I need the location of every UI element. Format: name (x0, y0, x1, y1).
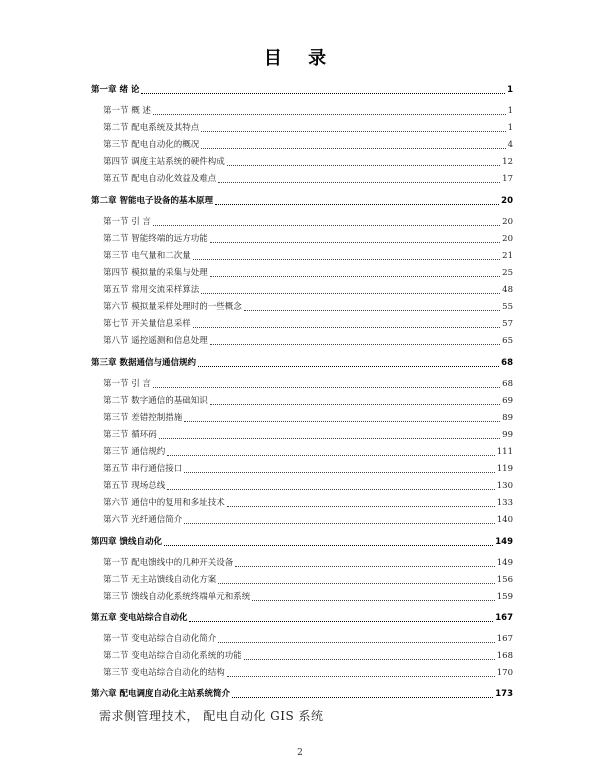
toc-dot-leader (218, 583, 495, 584)
toc-dot-leader (141, 93, 505, 94)
toc-entry-label: 第二节 智能终端的远方功能 (103, 234, 208, 244)
toc-section-entry (103, 171, 513, 185)
toc-dot-leader (201, 148, 505, 149)
toc-section-entry (103, 282, 513, 296)
toc-entry-page: 1 (507, 85, 513, 95)
toc-entry-label: 第三节 配电自动化的概况 (103, 140, 200, 150)
toc-entry-label: 第四节 调度主站系统的硬件构成 (103, 157, 225, 167)
toc-dot-leader (227, 165, 500, 166)
toc-entry-label: 第五节 现场总线 (103, 481, 166, 491)
toc-entry-page: 20 (501, 196, 513, 206)
toc-entry-page: 4 (507, 140, 513, 150)
toc-entry-page: 69 (502, 396, 513, 406)
toc-dot-leader (244, 310, 500, 311)
toc-section-entry (103, 495, 513, 509)
toc-section-entry (103, 393, 513, 407)
toc-section-entry (103, 648, 513, 662)
toc-entry-label: 第三节 通信规约 (103, 447, 166, 457)
toc-dot-leader (215, 204, 499, 205)
toc-section-entry (103, 444, 513, 458)
toc-entry-label: 第三节 馈线自动化系统终端单元和系统 (103, 592, 251, 602)
toc-entry-label: 第一节 配电馈线中的几种开关设备 (103, 558, 234, 568)
toc-section-entry (103, 376, 513, 390)
toc-entry-page: 21 (502, 251, 513, 261)
toc-dot-leader (227, 506, 495, 507)
toc-entry-label: 第一章 绪 论 (91, 85, 140, 95)
toc-chapter-entry (91, 193, 513, 207)
toc-entry-page: 167 (495, 613, 513, 623)
toc-entry-label: 第六节 通信中的复用和多址技术 (103, 498, 225, 508)
toc-section-entry (103, 137, 513, 151)
toc-dot-leader (201, 131, 505, 132)
page-number: 2 (297, 748, 303, 758)
toc-entry-label: 第六节 光纤通信简介 (103, 515, 183, 525)
toc-entry-label: 第二节 数字通信的基础知识 (103, 396, 208, 406)
toc-entry-page: 68 (502, 379, 513, 389)
toc-entry-page: 159 (496, 592, 513, 602)
toc-entry-page: 20 (502, 234, 513, 244)
toc-dot-leader (244, 659, 495, 660)
footer-note: 需求侧管理技术， 配电自动化 GIS 系统 (99, 709, 324, 723)
toc-section-entry (103, 214, 513, 228)
toc-section-entry (103, 461, 513, 475)
toc-dot-leader (201, 293, 500, 294)
toc-entry-label: 第七节 开关量信息采样 (103, 319, 191, 329)
toc-section-entry (103, 248, 513, 262)
toc-dot-leader (210, 404, 500, 405)
toc-entry-label: 第三章 数据通信与通信规约 (91, 358, 196, 368)
toc-entry-label: 第四章 馈线自动化 (91, 537, 162, 547)
toc-chapter-entry (91, 82, 513, 96)
toc-entry-label: 第五节 配电自动化效益及难点 (103, 174, 217, 184)
toc-dot-leader (210, 344, 500, 345)
toc-dot-leader (167, 489, 495, 490)
toc-section-entry (103, 333, 513, 347)
toc-entry-page: 149 (495, 537, 513, 547)
toc-chapter-entry (91, 534, 513, 548)
toc-entry-page: 149 (496, 558, 513, 568)
toc-entry-label: 第五节 常用交流采样算法 (103, 285, 200, 295)
toc-dot-leader (184, 421, 500, 422)
toc-dot-leader (153, 387, 500, 388)
toc-section-entry (103, 555, 513, 569)
toc-entry-label: 第二章 智能电子设备的基本原理 (91, 196, 213, 206)
toc-entry-page: 111 (496, 447, 513, 457)
toc-entry-label: 第三节 循环码 (103, 430, 157, 440)
toc-chapter-entry (91, 355, 513, 369)
toc-dot-leader (153, 225, 500, 226)
toc-entry-label: 第六章 配电调度自动化主站系统简介 (91, 689, 230, 699)
toc-dot-leader (153, 114, 506, 115)
toc-entry-label: 第二节 配电系统及其特点 (103, 123, 200, 133)
toc-entry-page: 48 (502, 285, 513, 295)
toc-entry-page: 20 (502, 217, 513, 227)
toc-dot-leader (210, 242, 500, 243)
toc-dot-leader (189, 621, 493, 622)
toc-section-entry (103, 316, 513, 330)
toc-chapter-entry (91, 610, 513, 624)
toc-entry-label: 第六节 模拟量采样处理时的一些概念 (103, 302, 242, 312)
toc-chapter-entry (91, 686, 513, 700)
toc-entry-page: 99 (502, 430, 513, 440)
toc-section-entry (103, 512, 513, 526)
toc-dot-leader (167, 455, 495, 456)
toc-entry-page: 65 (502, 336, 513, 346)
toc-entry-page: 17 (502, 174, 513, 184)
toc-entry-page: 133 (496, 498, 513, 508)
toc-entry-page: 25 (502, 268, 513, 278)
toc-entry-label: 第一节 引 言 (103, 379, 151, 389)
toc-section-entry (103, 299, 513, 313)
toc-section-entry (103, 665, 513, 679)
toc-section-entry (103, 103, 513, 117)
toc-section-entry (103, 410, 513, 424)
toc-dot-leader (218, 182, 500, 183)
toc-entry-page: 1 (507, 106, 513, 116)
toc-entry-page: 173 (495, 689, 513, 699)
toc-entry-label: 第二节 无主站馈线自动化方案 (103, 575, 217, 585)
toc-dot-leader (164, 545, 493, 546)
toc-entry-label: 第三节 差错控制措施 (103, 413, 183, 423)
toc-entry-label: 第二节 变电站综合自动化系统的功能 (103, 651, 242, 661)
toc-section-entry (103, 572, 513, 586)
toc-dot-leader (227, 676, 495, 677)
toc-section-entry (103, 265, 513, 279)
toc-entry-page: 170 (496, 668, 513, 678)
toc-section-entry (103, 120, 513, 134)
toc-section-entry (103, 427, 513, 441)
toc-entry-page: 57 (502, 319, 513, 329)
toc-dot-leader (232, 697, 493, 698)
toc-dot-leader (210, 276, 500, 277)
toc-entry-page: 119 (496, 464, 513, 474)
toc-entry-label: 第八节 遥控遥测和信息处理 (103, 336, 208, 346)
toc-section-entry (103, 231, 513, 245)
toc-section-entry (103, 631, 513, 645)
toc-entry-label: 第一节 引 言 (103, 217, 151, 227)
toc-entry-page: 156 (496, 575, 513, 585)
toc-entry-page: 140 (496, 515, 513, 525)
toc-dot-leader (193, 327, 500, 328)
toc-entry-page: 55 (502, 302, 513, 312)
toc-entry-label: 第一节 概 述 (103, 106, 151, 116)
toc-dot-leader (159, 438, 500, 439)
toc-entry-page: 130 (496, 481, 513, 491)
toc-dot-leader (193, 259, 500, 260)
toc-section-entry (103, 154, 513, 168)
toc-dot-leader (184, 523, 495, 524)
toc-entry-page: 12 (502, 157, 513, 167)
toc-section-entry (103, 478, 513, 492)
toc-dot-leader (198, 366, 499, 367)
toc-entry-page: 89 (502, 413, 513, 423)
toc-entry-label: 第三节 变电站综合自动化的结构 (103, 668, 225, 678)
toc-entry-page: 68 (501, 358, 513, 368)
toc-dot-leader (235, 566, 495, 567)
page-title: 目 录 (263, 48, 337, 69)
toc-entry-label: 第四节 模拟量的采集与处理 (103, 268, 208, 278)
toc-entry-label: 第三节 电气量和二次量 (103, 251, 191, 261)
toc-dot-leader (184, 472, 495, 473)
toc-entry-label: 第一节 变电站综合自动化简介 (103, 634, 217, 644)
toc-entry-label: 第五节 串行通信接口 (103, 464, 183, 474)
toc-section-entry (103, 589, 513, 603)
toc-entry-label: 第五章 变电站综合自动化 (91, 613, 188, 623)
toc-entry-page: 168 (496, 651, 513, 661)
toc-entry-page: 1 (507, 123, 513, 133)
toc-dot-leader (218, 642, 495, 643)
toc-dot-leader (252, 600, 495, 601)
toc-entry-page: 167 (496, 634, 513, 644)
